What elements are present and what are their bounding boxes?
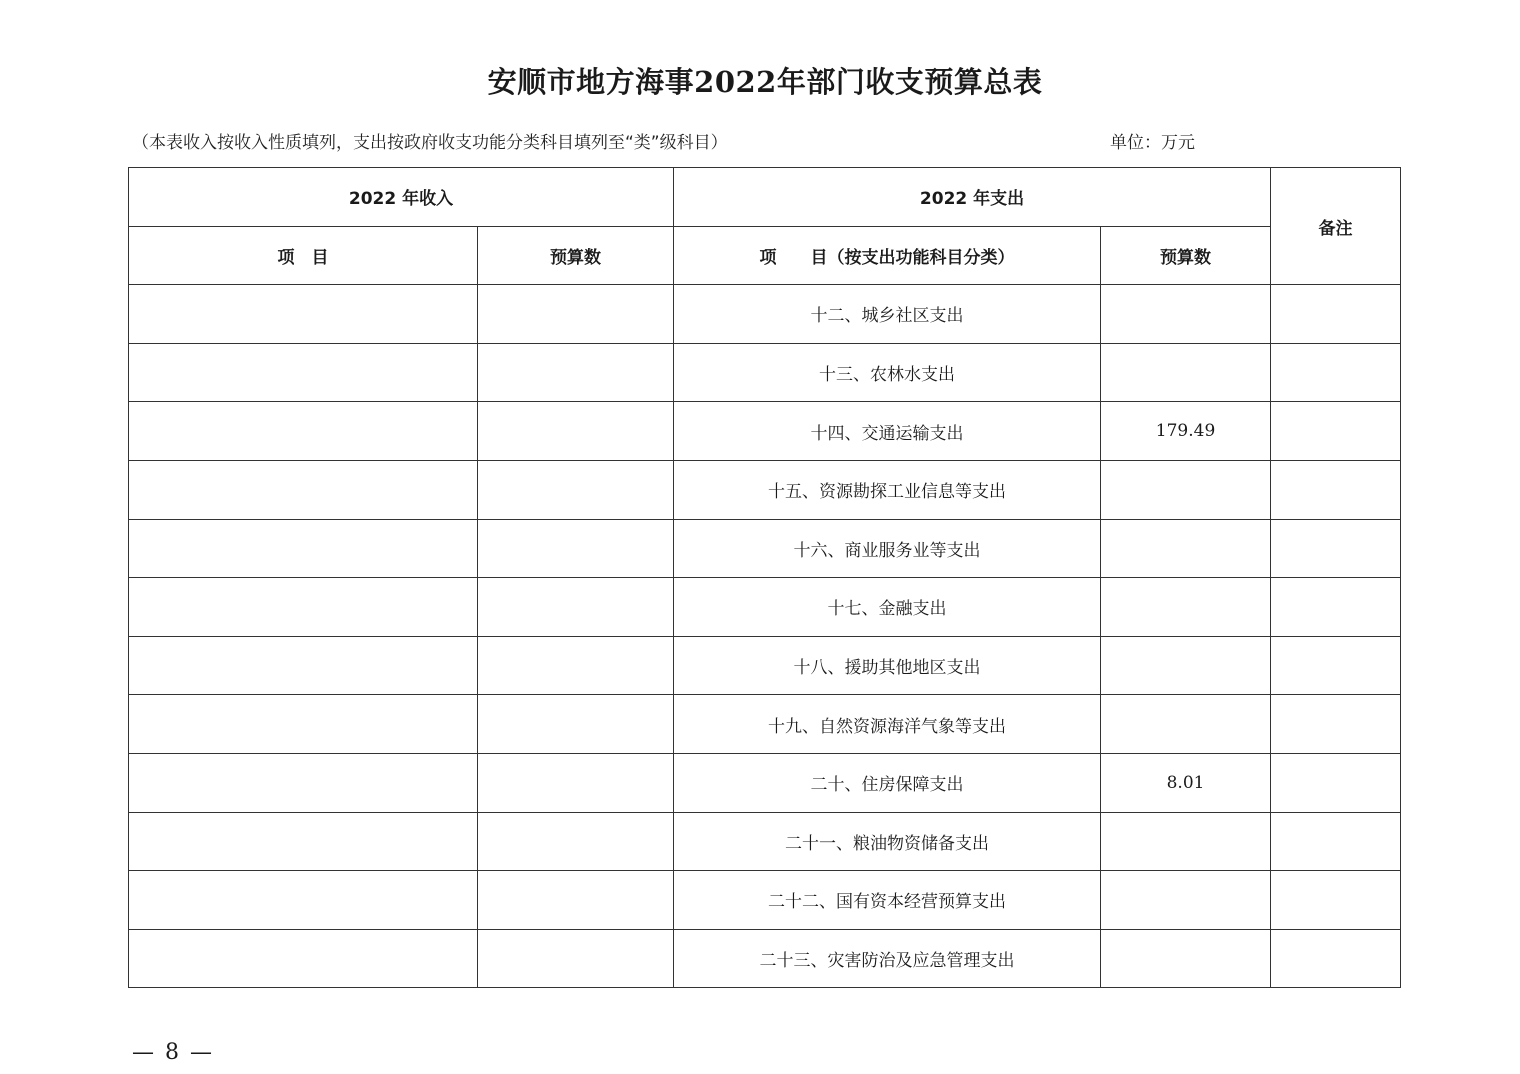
- expense-item-cell: 十四、交通运输支出: [674, 402, 1101, 461]
- income-item-cell: [129, 753, 478, 812]
- page-title: 安顺市地方海事2022年部门收支预算总表: [487, 65, 1043, 99]
- expense-budget-cell: [1101, 285, 1271, 344]
- remark-cell: [1271, 402, 1401, 461]
- income-budget-cell: [478, 460, 674, 519]
- income-item-cell: [129, 871, 478, 930]
- income-budget-cell: [478, 519, 674, 578]
- remark-cell: [1271, 519, 1401, 578]
- expense-budget-header: 预算数: [1101, 226, 1271, 285]
- income-budget-cell: [478, 812, 674, 871]
- income-budget-header: 预算数: [478, 226, 674, 285]
- income-budget-cell: [478, 871, 674, 930]
- expense-item-header: 项 目（按支出功能科目分类）: [674, 226, 1101, 285]
- expense-item-cell: 十九、自然资源海洋气象等支出: [674, 695, 1101, 754]
- expense-budget-cell: [1101, 871, 1271, 930]
- income-item-header: 项 目: [129, 226, 478, 285]
- income-budget-cell: [478, 695, 674, 754]
- income-budget-cell: [478, 636, 674, 695]
- expense-item-cell: 十八、援助其他地区支出: [674, 636, 1101, 695]
- table-row: [129, 929, 1401, 988]
- remark-cell: [1271, 460, 1401, 519]
- expense-budget-cell: [1101, 929, 1271, 988]
- expense-item-cell: 二十一、粮油物资储备支出: [674, 812, 1101, 871]
- remark-cell: [1271, 578, 1401, 637]
- expense-budget-cell: [1101, 343, 1271, 402]
- budget-table: [128, 167, 1401, 988]
- income-budget-cell: [478, 753, 674, 812]
- remark-cell: [1271, 636, 1401, 695]
- expense-budget-cell: [1101, 812, 1271, 871]
- remark-cell: [1271, 695, 1401, 754]
- remark-cell: [1271, 343, 1401, 402]
- table-row: [129, 812, 1401, 871]
- expense-item-cell: 十二、城乡社区支出: [674, 285, 1101, 344]
- expense-budget-cell: [1101, 695, 1271, 754]
- table-row: [129, 578, 1401, 637]
- unit-label: 单位：万元: [1110, 133, 1195, 153]
- table-row: [129, 636, 1401, 695]
- income-budget-cell: [478, 343, 674, 402]
- table-note: （本表收入按收入性质填列，支出按政府收支功能分类科目填列至“类”级科目）: [132, 133, 728, 153]
- income-item-cell: [129, 812, 478, 871]
- remark-cell: [1271, 753, 1401, 812]
- expense-header: 2022 年支出: [674, 168, 1271, 227]
- income-item-cell: [129, 343, 478, 402]
- remark-cell: [1271, 871, 1401, 930]
- income-budget-cell: [478, 285, 674, 344]
- expense-item-cell: 十五、资源勘探工业信息等支出: [674, 460, 1101, 519]
- table-header-row-sub: [129, 226, 1401, 285]
- expense-budget-cell: [1101, 636, 1271, 695]
- income-item-cell: [129, 519, 478, 578]
- table-row: [129, 285, 1401, 344]
- expense-item-cell: 二十、住房保障支出: [674, 753, 1101, 812]
- remark-cell: [1271, 812, 1401, 871]
- income-item-cell: [129, 285, 478, 344]
- remark-cell: [1271, 929, 1401, 988]
- income-budget-cell: [478, 402, 674, 461]
- remark-header: 备注: [1271, 168, 1401, 285]
- table-row: [129, 753, 1401, 812]
- income-budget-cell: [478, 578, 674, 637]
- expense-budget-cell: 179.49: [1101, 402, 1271, 461]
- remark-cell: [1271, 285, 1401, 344]
- expense-budget-cell: [1101, 460, 1271, 519]
- expense-budget-cell: [1101, 519, 1271, 578]
- table-row: [129, 519, 1401, 578]
- income-item-cell: [129, 695, 478, 754]
- income-item-cell: [129, 636, 478, 695]
- expense-budget-cell: [1101, 578, 1271, 637]
- table-row: [129, 871, 1401, 930]
- table-row: [129, 343, 1401, 402]
- income-header: 2022 年收入: [129, 168, 674, 227]
- table-row: [129, 402, 1401, 461]
- table-row: [129, 695, 1401, 754]
- expense-budget-cell: 8.01: [1101, 753, 1271, 812]
- income-item-cell: [129, 578, 478, 637]
- expense-item-cell: 二十二、国有资本经营预算支出: [674, 871, 1101, 930]
- expense-item-cell: 十六、商业服务业等支出: [674, 519, 1101, 578]
- page-number: — 8 —: [132, 1040, 214, 1065]
- income-item-cell: [129, 402, 478, 461]
- expense-item-cell: 二十三、灾害防治及应急管理支出: [674, 929, 1101, 988]
- table-header-row-top: [129, 168, 1401, 227]
- table-row: [129, 460, 1401, 519]
- income-budget-cell: [478, 929, 674, 988]
- table-body: [129, 285, 1401, 988]
- income-item-cell: [129, 929, 478, 988]
- expense-item-cell: 十七、金融支出: [674, 578, 1101, 637]
- expense-item-cell: 十三、农林水支出: [674, 343, 1101, 402]
- income-item-cell: [129, 460, 478, 519]
